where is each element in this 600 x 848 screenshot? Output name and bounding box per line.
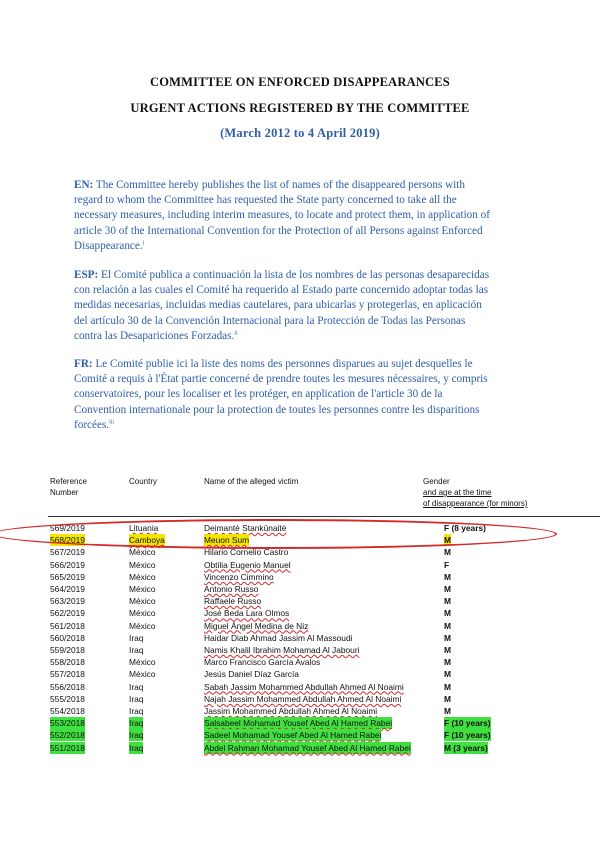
paragraph-fr-line: Le Comité publie ici la liste des noms des personnes disparues au sujet desquelles le <box>95 358 473 370</box>
cell-gender: F (10 years) <box>444 718 491 729</box>
paragraph-esp-line: con relación a las cuales el Comité ha requerido al Estado parte concernido adoptar todas las <box>74 284 489 297</box>
header-gender-line: and age at the time <box>423 488 492 497</box>
cell-gender: F (8 years) <box>444 523 486 533</box>
cell-country: Iraq <box>129 742 144 753</box>
cell-reference: 562/2019 <box>50 608 85 619</box>
paragraph-en-line: necessary measures, including interim measures, to locate and protect them, in application of <box>74 209 490 222</box>
cell-gender: M <box>444 681 451 692</box>
cell-country: Iraq <box>129 645 144 655</box>
cell-name: Raffaele Russo <box>204 596 262 607</box>
cell-reference: 567/2019 <box>50 547 85 558</box>
cell-name: Salsabeel Mohamad Yousef Abed Al Hamed Rabei <box>204 718 393 729</box>
cell-gender: M <box>444 657 451 668</box>
table-row <box>0 668 600 680</box>
cell-reference: 564/2019 <box>50 584 85 594</box>
cell-gender: F <box>444 559 450 570</box>
lang-label-en: EN: <box>74 179 94 191</box>
table-row <box>0 693 600 705</box>
cell-name: Sadeel Mohamad Yousef Abed Al Hamed Rabei <box>204 730 382 741</box>
cell-reference: 568/2019 <box>50 535 85 546</box>
header-gender <box>423 476 593 509</box>
cell-gender: M <box>444 535 451 546</box>
table-row <box>0 607 600 619</box>
cell-name: Meuon Sum <box>204 535 250 546</box>
cell-country: Camboya <box>129 535 165 546</box>
header-reference-line: Number <box>50 488 79 497</box>
cell-name: Deimantė Stankūnaitė <box>204 523 287 533</box>
cell-gender: M <box>444 596 451 607</box>
paragraph-fr-line: Convention internationale pour la protection de toutes les personnes contre les disparitions <box>74 403 480 416</box>
table-row <box>0 717 600 729</box>
cell-gender: M <box>444 669 451 680</box>
cell-reference: 559/2018 <box>50 645 85 655</box>
endnote-marker: ii <box>234 330 238 337</box>
cell-country: México <box>129 596 156 607</box>
cell-reference: 566/2019 <box>50 559 85 570</box>
table-row <box>0 632 600 644</box>
table-row <box>0 742 600 754</box>
paragraph-fr-line: forcées. <box>74 418 110 431</box>
endnote-marker: i <box>142 240 145 247</box>
cell-gender: M <box>444 706 451 716</box>
header-gender-line: Gender <box>423 477 450 486</box>
cell-country: México <box>129 559 156 570</box>
cell-country: Iraq <box>129 681 144 692</box>
cell-country: México <box>129 669 156 680</box>
table-row <box>0 571 600 583</box>
cell-gender: M <box>444 608 451 619</box>
endnote-marker: iii <box>109 419 115 426</box>
cell-gender: M <box>444 620 451 631</box>
table-row <box>0 559 600 571</box>
cell-gender: F (10 years) <box>444 730 491 741</box>
cell-reference: 555/2018 <box>50 693 85 704</box>
paragraph-fr-line: Comité a requis à l'État partie concerné de prendre toutes les mesures nécessaires, y compris <box>74 373 488 386</box>
paragraph-esp-line: medidas necesarias, incluidas medias cautelares, para ubicarlas y protegerlas, en aplicación <box>74 299 482 312</box>
header-reference <box>50 476 120 498</box>
cell-gender: M <box>444 571 451 582</box>
cell-name: Abdel Rahman Mohamad Yousef Abed Al Hamed Rabei <box>204 742 411 753</box>
paragraph-en-line: The Committee hereby publishes the list of names of the disappeared persons with <box>95 179 465 191</box>
cell-name: Haidar Diab Ahmad Jassim Al Massoudi <box>204 632 353 643</box>
cell-reference: 557/2018 <box>50 669 85 680</box>
paragraph-en-line: article 30 of the International Convention for the Protection of all Persons against Enforced <box>74 224 483 237</box>
header-gender-line: of disappearance (for minors) <box>423 499 528 508</box>
paragraph-esp-line: del artículo 30 de la Convención Internacional para la Protección de Todas las Personas <box>74 314 466 327</box>
cell-name: José Beda Lara Olmos <box>204 608 290 619</box>
cell-country: México <box>129 584 156 594</box>
paragraph-en-line: Disappearance. <box>74 239 143 252</box>
header-country: Country <box>129 477 158 486</box>
document-title: COMMITTEE ON ENFORCED DISAPPEARANCES <box>150 75 450 89</box>
cell-gender: M <box>444 632 451 643</box>
paragraph-esp-line: contra las Desapariciones Forzadas. <box>74 329 235 342</box>
cell-name: Jesús Daniel Díaz García <box>204 669 299 680</box>
cell-name: Marco Francisco García Avalos <box>204 657 321 668</box>
table-row <box>0 644 600 656</box>
cell-reference: 551/2018 <box>50 742 85 753</box>
cell-country: Iraq <box>129 730 144 741</box>
cell-country: Iraq <box>129 718 144 729</box>
cell-reference: 553/2018 <box>50 718 85 729</box>
header-name: Name of the alleged victim <box>204 477 299 486</box>
cell-name: Najah Jassim Mohammed Abdullah Ahmed Al Noaimi <box>204 693 402 704</box>
cell-name: Obtilia Eugenio Manuel <box>204 559 291 570</box>
cell-reference: 569/2019 <box>50 523 85 533</box>
header-divider <box>48 516 600 517</box>
cell-name: Vincenzo Cimmino <box>204 571 274 582</box>
cell-gender: M <box>444 693 451 704</box>
cell-country: México <box>129 571 156 582</box>
cell-gender: M <box>444 547 451 558</box>
header-reference-line: Reference <box>50 477 87 486</box>
cell-country: Lituania <box>129 523 159 533</box>
cell-name: Hilario Cornelio Castro <box>204 547 289 558</box>
cell-reference: 561/2018 <box>50 620 85 631</box>
cell-gender: M <box>444 584 451 594</box>
table-row <box>0 705 600 717</box>
cell-country: México <box>129 547 156 558</box>
paragraph-fr-line: conservatoires, pour les localiser et les protéger, en application de l'article 30 de la <box>74 388 443 401</box>
cell-country: Iraq <box>129 706 144 716</box>
cell-reference: 556/2018 <box>50 681 85 692</box>
cell-country: Iraq <box>129 632 144 643</box>
red-annotation-oval <box>0 519 557 549</box>
cell-name: Sabah Jassim Mohammed Abdullah Ahmed Al Noaimi <box>204 681 404 692</box>
cell-reference: 563/2019 <box>50 596 85 607</box>
cell-gender: M (3 years) <box>444 742 488 753</box>
cell-country: México <box>129 608 156 619</box>
cell-name: Antonio Russo <box>204 584 259 594</box>
table-row <box>0 620 600 632</box>
table-row <box>0 681 600 693</box>
cell-reference: 554/2018 <box>50 706 85 716</box>
cell-gender: M <box>444 645 451 655</box>
cell-country: Iraq <box>129 693 144 704</box>
paragraph-en-line: regard to whom the Committee has requested the State party concerned to take all the <box>74 194 457 207</box>
paragraph-esp-line: El Comité publica a continuación la lista de los nombres de las personas desaparecidas <box>101 269 490 281</box>
cell-name: Miguel Ángel Medina de Niz <box>204 620 309 631</box>
document-subtitle: URGENT ACTIONS REGISTERED BY THE COMMITTEE <box>130 101 470 115</box>
cell-reference: 558/2018 <box>50 657 85 668</box>
cell-reference: 552/2018 <box>50 730 85 741</box>
cell-name: Jassim Mohammed Abdullah Ahmed Al Noaimi <box>204 706 378 716</box>
cell-reference: 560/2018 <box>50 632 85 643</box>
cell-country: México <box>129 620 156 631</box>
lang-label-esp: ESP: <box>74 269 99 281</box>
lang-label-fr: FR: <box>74 358 93 370</box>
table-row <box>0 595 600 607</box>
date-range: (March 2012 to 4 April 2019) <box>220 126 380 140</box>
cell-name: Namis Khalil Ibrahim Mohamad Al Jabouri <box>204 645 360 655</box>
table-row <box>0 729 600 741</box>
cell-reference: 565/2019 <box>50 571 85 582</box>
cell-country: México <box>129 657 156 668</box>
table-row <box>0 656 600 668</box>
table-row <box>0 583 600 595</box>
